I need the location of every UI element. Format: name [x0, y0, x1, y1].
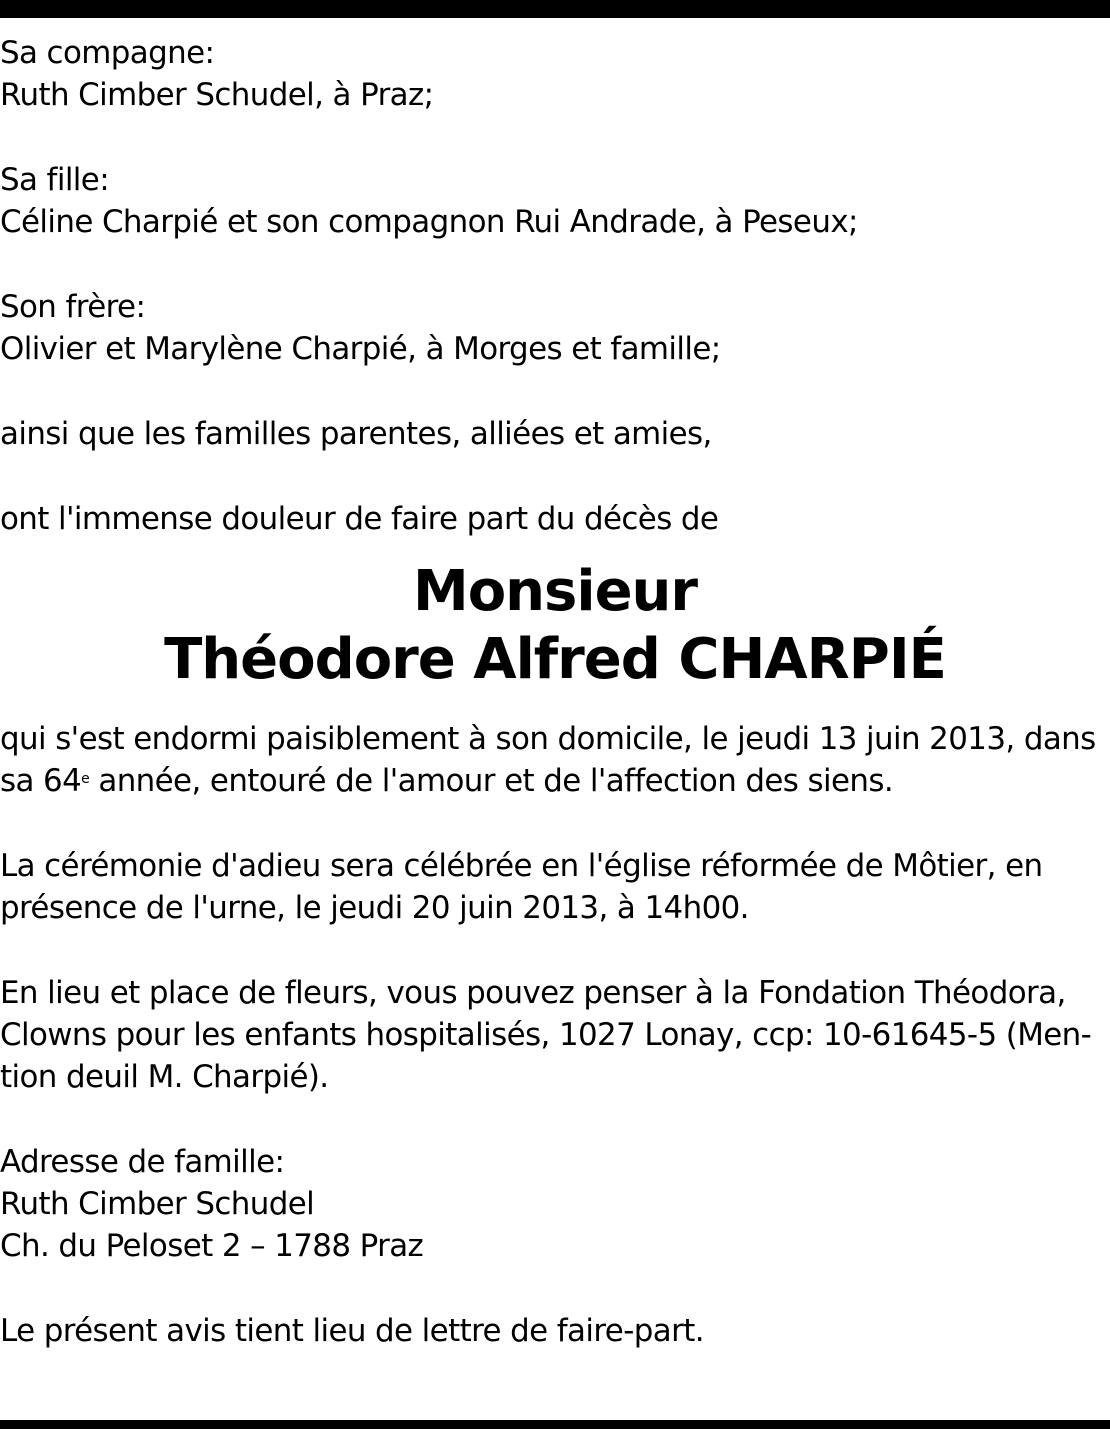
daughter-name: Céline Charpié et son compagnon Rui Andrade, à Peseux;: [0, 204, 858, 240]
companion-name: Ruth Cimber Schudel, à Praz;: [0, 77, 434, 113]
death-line-2: sa 64e année, entouré de l'amour et de l'affection des siens.: [0, 763, 894, 799]
deceased-name: Théodore Alfred CHARPIÉ: [164, 627, 946, 692]
address-street: Ch. du Peloset 2 – 1788 Praz: [0, 1228, 424, 1264]
donation-line-2: Clowns pour les enfants hospitalisés, 1027 Lonay, ccp: 10-61645-5 (Men-: [0, 1017, 1092, 1053]
obituary-notice: [0, 32, 1110, 1352]
deceased-name-block: [0, 558, 1110, 694]
bottom-rule: [0, 1420, 1110, 1429]
announcement-line: ont l'immense douleur de faire part du décès de: [0, 501, 719, 537]
brother-label: Son frère:: [0, 289, 146, 325]
companion-label: Sa compagne:: [0, 35, 215, 71]
ceremony-line-1: La cérémonie d'adieu sera célébrée en l'église réformée de Môtier, en: [0, 848, 1043, 884]
top-rule: [0, 0, 1110, 18]
donation-line-1: En lieu et place de fleurs, vous pouvez penser à la Fondation Théodora,: [0, 975, 1066, 1011]
address-name: Ruth Cimber Schudel: [0, 1186, 315, 1222]
ordinal-suffix: e: [81, 771, 90, 787]
address-label: Adresse de famille:: [0, 1144, 285, 1180]
ceremony-line-2: présence de l'urne, le jeudi 20 juin 2013, à 14h00.: [0, 890, 749, 926]
donation-line-3: tion deuil M. Charpié).: [0, 1059, 329, 1095]
deceased-title: Monsieur: [412, 559, 698, 624]
death-line-1: qui s'est endormi paisiblement à son domicile, le jeudi 13 juin 2013, dans: [0, 721, 1096, 757]
other-families: ainsi que les familles parentes, alliées et amies,: [0, 416, 712, 452]
daughter-label: Sa fille:: [0, 162, 110, 198]
brother-name: Olivier et Marylène Charpié, à Morges et famille;: [0, 331, 721, 367]
closing-line: Le présent avis tient lieu de lettre de faire-part.: [0, 1313, 704, 1349]
